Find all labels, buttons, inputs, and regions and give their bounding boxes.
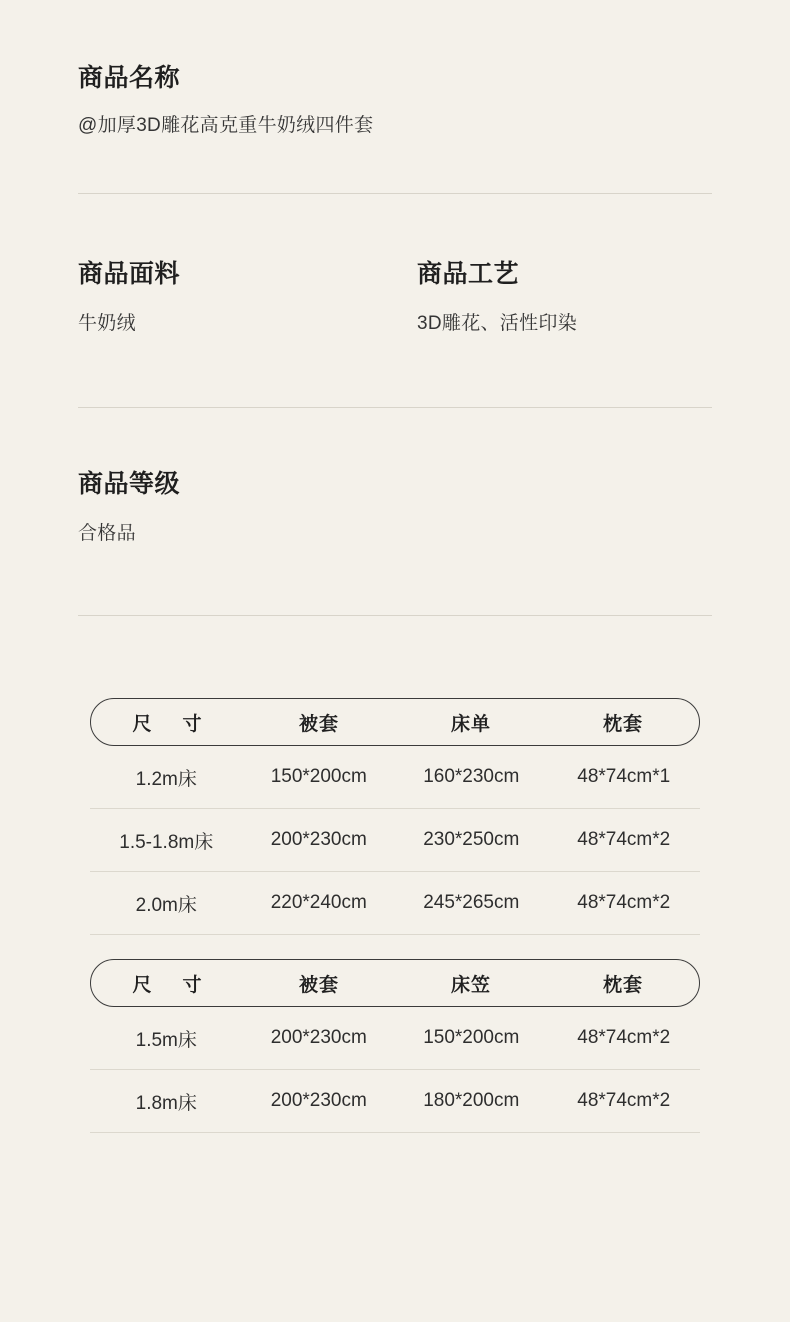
cell-pillowcase: 48*74cm*2 (548, 1070, 701, 1133)
cell-sheet: 245*265cm (395, 872, 548, 935)
cell-size: 1.8m床 (90, 1070, 243, 1133)
table-row (90, 1007, 700, 1070)
product-fabric-value: 牛奶绒 (78, 313, 136, 334)
table-row (90, 809, 700, 872)
product-name-section (0, 0, 790, 137)
size-table-2-header-cell-2: 床笠 (450, 974, 491, 996)
product-craft-block (395, 254, 712, 335)
size-table-2-header (90, 959, 700, 1007)
cell-sheet: 160*230cm (395, 746, 548, 809)
cell-pillowcase: 48*74cm*2 (548, 872, 701, 935)
product-name-block (78, 58, 712, 137)
product-grade-label: 商品等级 (78, 470, 181, 498)
product-craft-label: 商品工艺 (417, 260, 520, 288)
product-grade-value: 合格品 (78, 523, 136, 544)
size-table-1 (90, 746, 700, 935)
product-name-label: 商品名称 (78, 64, 181, 92)
size-table-1-header-cell-3: 枕套 (602, 713, 643, 735)
cell-fitted-sheet: 150*200cm (395, 1007, 548, 1070)
product-craft-value: 3D雕花、活性印染 (417, 313, 577, 334)
table-row (90, 1070, 700, 1133)
cell-pillowcase: 48*74cm*2 (548, 809, 701, 872)
cell-duvet: 200*230cm (243, 1070, 396, 1133)
product-fabric-label: 商品面料 (78, 260, 181, 288)
product-fabric-block (78, 254, 395, 335)
size-table-1-wrap (0, 616, 790, 935)
table-row (90, 746, 700, 809)
cell-duvet: 200*230cm (243, 809, 396, 872)
cell-fitted-sheet: 180*200cm (395, 1070, 548, 1133)
cell-duvet: 200*230cm (243, 1007, 396, 1070)
size-table-1-header-cell-2: 床单 (450, 713, 491, 735)
cell-size: 1.5-1.8m床 (90, 809, 243, 872)
cell-sheet: 230*250cm (395, 809, 548, 872)
cell-size: 1.5m床 (90, 1007, 243, 1070)
cell-pillowcase: 48*74cm*2 (548, 1007, 701, 1070)
product-grade-block (78, 464, 712, 545)
size-table-2-header-cell-3: 枕套 (602, 974, 643, 996)
cell-size: 2.0m床 (90, 872, 243, 935)
size-table-1-header (90, 698, 700, 746)
size-table-2 (90, 1007, 700, 1133)
product-name-value: @加厚3D雕花高克重牛奶绒四件套 (78, 115, 374, 136)
size-table-1-header-cell-0: 尺 寸 (132, 713, 208, 735)
cell-size: 1.2m床 (90, 746, 243, 809)
size-table-1-header-cell-1: 被套 (298, 713, 339, 735)
size-table-2-header-cell-1: 被套 (298, 974, 339, 996)
cell-duvet: 150*200cm (243, 746, 396, 809)
fabric-craft-row (78, 254, 712, 335)
size-table-2-header-cell-0: 尺 寸 (132, 974, 208, 996)
cell-duvet: 220*240cm (243, 872, 396, 935)
cell-pillowcase: 48*74cm*1 (548, 746, 701, 809)
table-row (90, 872, 700, 935)
size-table-2-wrap (0, 935, 790, 1133)
product-fabric-craft-section (0, 194, 790, 335)
product-grade-section (0, 408, 790, 545)
